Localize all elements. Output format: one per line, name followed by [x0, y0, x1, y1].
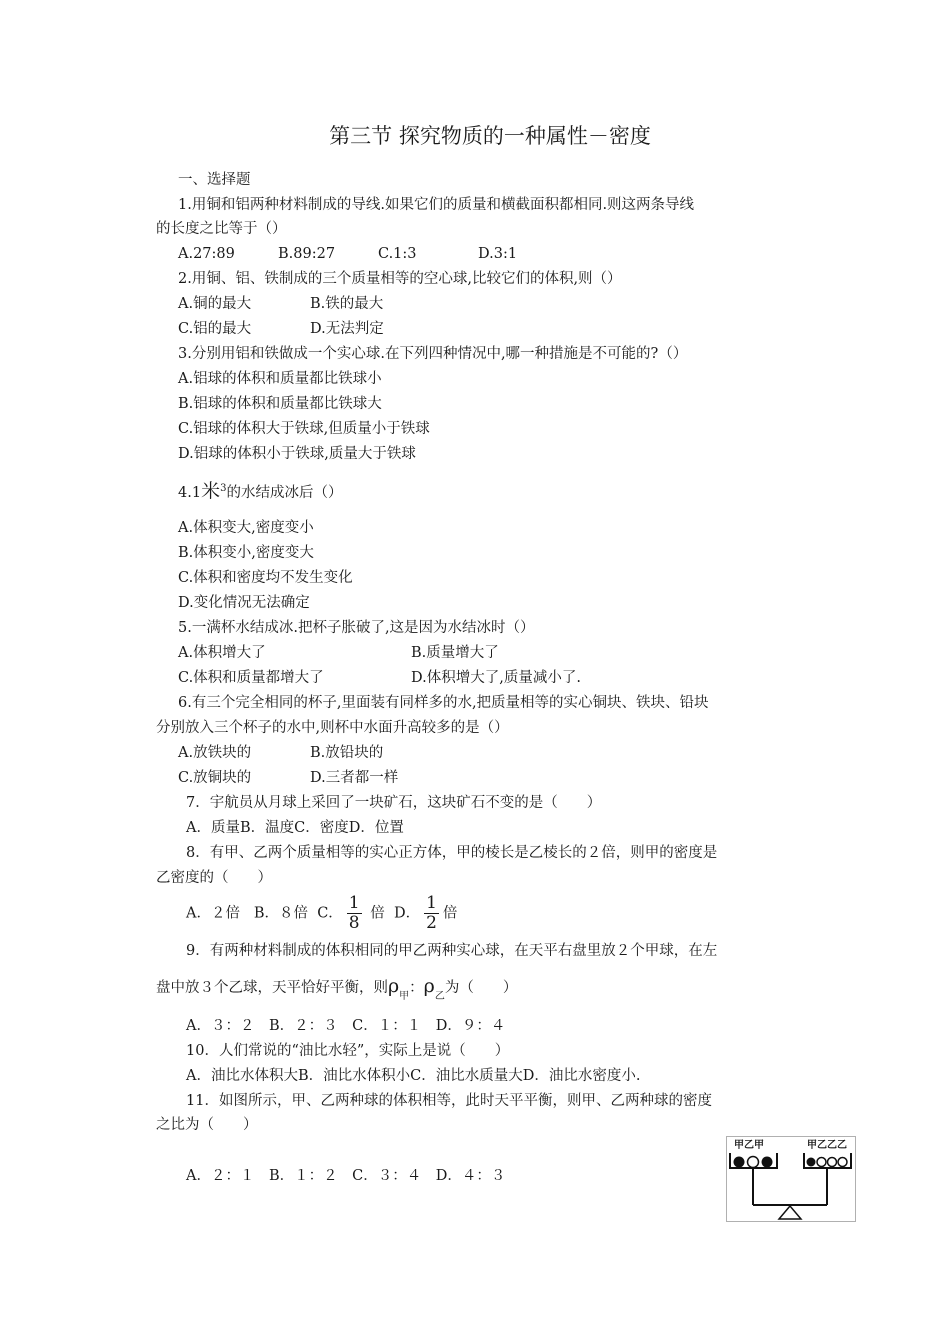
q6-stem-line1: 6.有三个完全相同的杯子,里面装有同样多的水,把质量相等的实心铜块、铁块、铅块	[178, 695, 709, 711]
balance-right-label: 甲乙乙乙	[807, 1140, 847, 1151]
q5-stem: 5.一满杯水结成冰.把杯子胀破了,这是因为水结冰时（）	[178, 620, 535, 636]
q8-option-b: B．８倍	[253, 905, 308, 922]
q9-stem-line2	[156, 976, 517, 1000]
q4-option-d: D.变化情况无法确定	[178, 595, 310, 611]
q3-option-d: D.铝球的体积小于铁球,质量大于铁球	[178, 446, 416, 462]
balance-left-label: 甲乙甲	[734, 1140, 764, 1151]
q1-option-c: C.1:3	[378, 246, 417, 262]
q3-stem: 3.分别用铝和铁做成一个实心球.在下列四种情况中,哪一种措施是不可能的?（）	[178, 346, 688, 362]
q2-options-row1	[178, 294, 383, 314]
q4-stem	[178, 481, 342, 505]
q5-options-row2	[178, 668, 581, 688]
q11-options: A．２：１ B．１：２ C．３：４ D．４：３	[186, 1168, 506, 1184]
q11-stem-line1: 11．如图所示，甲、乙两种球的体积相等，此时天平平衡，则甲、乙两种球的密度	[186, 1093, 712, 1109]
q8-option-d-numerator: 1	[426, 893, 437, 913]
q2-options-row2	[178, 319, 384, 339]
q8-option-a: A．２倍	[186, 905, 240, 922]
section-heading: 一、选择题	[178, 172, 251, 188]
q3-option-b: B.铝球的体积和质量都比铁球大	[178, 396, 382, 412]
q5-option-c: C.体积和质量都增大了	[178, 670, 324, 686]
q5-option-d: D.体积增大了,质量减小了.	[411, 670, 581, 686]
q10-stem: 10．人们常说的“油比水轻”，实际上是说（ ）	[186, 1043, 510, 1059]
q8-option-c-fraction	[347, 894, 362, 933]
q7-options: A．质量B．温度C．密度D．位置	[186, 820, 404, 836]
q8-option-c-denominator: 8	[348, 913, 360, 933]
q9-rho-2: ρ	[423, 975, 435, 997]
q8-option-c-suffix: 倍	[370, 905, 385, 922]
q3-option-a: A.铝球的体积和质量都比铁球小	[178, 371, 382, 387]
q4-option-b: B.体积变小,密度变大	[178, 545, 314, 561]
q8-stem-line2: 乙密度的（ ）	[156, 870, 272, 886]
q6-option-c: C.放铜块的	[178, 770, 252, 786]
q4-stem-rest: 的水结成冰后（）	[226, 485, 343, 501]
q5-option-a: A.体积增大了	[178, 645, 266, 661]
q6-option-a: A.放铁块的	[178, 745, 252, 761]
q1-option-d: D.3:1	[478, 246, 518, 262]
q7-stem: 7．宇航员从月球上采回了一块矿石，这块矿石不变的是（ ）	[186, 795, 602, 811]
q2-option-c: C.铝的最大	[178, 321, 252, 337]
q4-option-c: C.体积和密度均不发生变化	[178, 570, 353, 586]
q8-option-d-suffix: 倍	[442, 905, 458, 922]
q8-options	[186, 894, 457, 933]
q4-option-a: A.体积变大,密度变小	[178, 520, 314, 536]
q8-option-c-numerator: 1	[348, 893, 360, 913]
q4-unit: 米	[201, 480, 221, 502]
q6-options-row1	[178, 743, 383, 763]
q4-number: 4.1	[178, 485, 202, 501]
q6-stem-line2: 分别放入三个杯子的水中,则杯中水面升高较多的是（）	[156, 720, 509, 736]
q1-stem-line2: 的长度之比等于（）	[156, 221, 287, 237]
q2-option-a: A.铜的最大	[178, 296, 252, 312]
q9-sub-yi: 乙	[434, 991, 445, 1002]
page-title: 第三节 探究物质的一种属性－密度	[329, 124, 651, 148]
q6-option-d: D.三者都一样	[310, 770, 399, 786]
balance-figure	[726, 1136, 856, 1222]
q9-stem-line2-start: 盘中放３个乙球，天平恰好平衡，则	[156, 980, 388, 996]
q4-unit-exponent: 3	[220, 483, 227, 494]
q8-stem-line1: 8．有甲、乙两个质量相等的实心正方体，甲的棱长是乙棱长的２倍，则甲的密度是	[186, 845, 718, 861]
q6-options-row2	[178, 768, 398, 788]
q9-rho-1: ρ	[388, 975, 400, 997]
q2-option-d: D.无法判定	[310, 321, 384, 337]
q3-option-c: C.铝球的体积大于铁球,但质量小于铁球	[178, 421, 430, 437]
q6-option-b: B.放铅块的	[310, 745, 384, 761]
q10-options: A．油比水体积大B．油比水体积小C．油比水质量大D．油比水密度小.	[186, 1068, 641, 1084]
q2-stem: 2.用铜、铝、铁制成的三个质量相等的空心球,比较它们的体积,则（）	[178, 271, 622, 287]
q8-option-c: C．	[317, 905, 343, 922]
q9-stem-line1: 9．有两种材料制成的体积相同的甲乙两种实心球，在天平右盘里放２个甲球，在左	[186, 943, 718, 959]
q2-option-b: B.铁的最大	[310, 296, 384, 312]
q8-option-d-denominator: 2	[426, 913, 437, 933]
q9-stem-line2-end: 为（ ）	[444, 980, 518, 996]
q1-option-b: B.89:27	[278, 246, 336, 262]
q9-options: A．３：２ B．２：３ C．１：１ D．９：４	[186, 1018, 506, 1034]
q11-stem-line2: 之比为（ ）	[156, 1117, 258, 1133]
q8-option-d: D．	[393, 905, 421, 922]
q9-sub-jia: 甲	[399, 991, 410, 1002]
q9-ratio-colon: ：	[409, 980, 424, 996]
q8-option-d-fraction	[424, 894, 439, 933]
q5-option-b: B.质量增大了	[411, 645, 499, 661]
q1-stem-line1: 1.用铜和铝两种材料制成的导线.如果它们的质量和横截面积都相同.则这两条导线	[178, 197, 695, 213]
q1-options	[178, 244, 517, 264]
balance-drawing	[727, 1137, 855, 1221]
q1-option-a: A.27:89	[178, 246, 235, 262]
q5-options-row1	[178, 643, 499, 663]
